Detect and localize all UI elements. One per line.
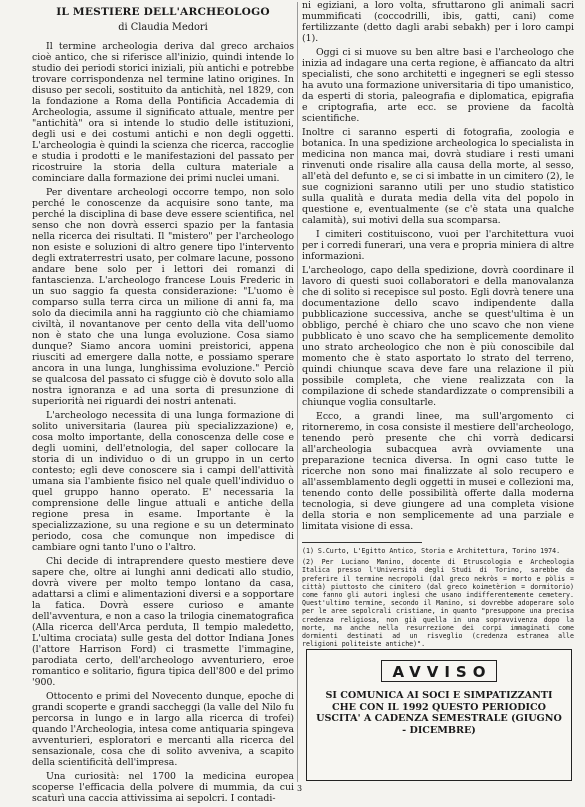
paragraph: ni egiziani, a loro volta, sfruttarono gli animali sacri mummificati (coccodrilli, ibis, gatti, cani) come fertilizzante (detto dagli arabi sebakh) per i loro campi (1). bbox=[302, 0, 574, 44]
paragraph: Ottocento e primi del Novecento dunque, epoche di grandi scoperte e grandi saccheggi (la valle del Nilo fu percorsa in lungo e in largo alla ricerca di trofei) quando l'Archeologia, intesa come antiquaria spingeva avventurieri, esploratori e mercanti alla ricerca del sensazionale, cosa che di solito avveniva, a scapito della scientificità dell'impresa. bbox=[32, 691, 294, 768]
notice-title: AVVISO bbox=[381, 660, 497, 682]
paragraph: L'archeologo, capo della spedizione, dovrà coordinare il lavoro di questi suoi collaboratori e della manovalanza che di solito si recepisce sul posto. Egli dovrà tenere una documentazione dello scavo indipendente dalla pubblicazione successiva, anche se quest'ultima è un obbligo, perché è chiaro che uno scavo che non viene pubblicato è uno scavo che ha semplicemente demolito uno strato archeologico che non è più conoscibile dal momento che è stato asportato lo strato del terreno, quindi chiunque scava deve fare una relazione il più possibile completa, che viene realizzata con la compilazione di schede standardizzate o comprensibili a chiunque voglia consultarle. bbox=[302, 265, 574, 408]
paragraph: Una curiosità: nel 1700 la medicina europea scoperse l'efficacia della polvere di mummia, da cui scaturì una caccia attivissima ai sepolcri. I contadi- bbox=[32, 771, 294, 804]
footnote: (1) S.Curto, L'Egitto Antico, Storia e Architettura, Torino 1974. bbox=[302, 547, 561, 555]
article-author: di Claudia Medori bbox=[118, 22, 208, 33]
footnote: (2) Per Luciano Manino, docente di Etruscologia e Archeologia Italica presso l'Università degli Studi di Torino, sarebbe da preferire il termine necropoli (dal greco nekròs = morto e pòlis = città) piuttosto che cimitero (dal greco koimetèrion = dormitorio) come fanno gli autori inglesi che usano indifferentemente cemetery. Quest'ultimo termine, secondo il Manino, si dovrebbe adoperare solo per le aree sepolcrali cristiane, in quanto "presuppone una precisa credenza religiosa, non già quella in una sopravvivenza dopo la morte, ma anche nella resurrezione dei corpi immaginati come dormienti destinati ad un risveglio (credenza estranea alle religioni politeiste antiche)". bbox=[302, 558, 574, 649]
paragraph: Ecco, a grandi linee, ma sull'argomento ci ritorneremo, in cosa consiste il mestiere dell'archeologo, tenendo però presente che chi vorrà dedicarsi all'archeologia subacquea avrà ovviamente una preparazione tecnica diversa. In ogni caso tutte le ricerche non sono mai finalizzate al solo recupero e all'assemblamento degli oggetti in musei e collezioni ma, tenendo conto delle possibilità offerte dalla moderna tecnologia, si deve giungere ad una completa visione della storia e non semplicemente ad una parziale e limitata visione di essa. bbox=[302, 411, 574, 532]
page-number: 3 bbox=[297, 784, 303, 793]
paragraph: L'archeologo necessita di una lunga formazione di solito universitaria (laurea più specializzazione) e, cosa molto importante, della conoscenza delle cose e degli uomini, dell'etnologia, del saper collocare la storia di un individuo o di un gruppo in un certo contesto; egli deve conoscere sia i campi dell'attività umana sia l'ambiente fisico nel quale quell'individuo o quel gruppo hanno operato. E' necessaria la comprensione delle lingue attuali e antiche della regione presa in esame. Importante è la specializzazione, su una regione e su un determinato periodo, cosa che comunque non impedisce di cambiare ogni tanto l'uno o l'altro. bbox=[32, 410, 294, 553]
paragraph: Per diventare archeologi occorre tempo, non solo perché le conoscenze da acquisire sono tante, ma perché la disciplina di base deve essere scientifica, nel senso che non dovrà esserci spazio per la fantasia nella ricerca dei risultati. Il "mistero" per l'archeologo non esiste e soluzioni di altro genere tipo l'intervento degli extraterrestri usato, per colmare lacune, possono andare bene solo per i lettori dei romanzi di fantascienza. L'archeologo francese Louis Frederic in un suo saggio fa questa considerazione: "L'uomo è comparso sulla terra circa un milione di anni fa, ma solo da diecimila anni ha raggiunto ciò che chiamiamo civiltà, il novantanove per cento della vita dell'uomo non è stato che una lunga evoluzione. Cosa siamo dunque? Siamo ancora uomini preistorici, appena riusciti ad emergere dalla notte, e possiamo sperare ancora in una lunga, lunghissima evoluzione." Perciò se qualcosa del passato ci sfugge ciò è dovuto solo alla nostra ignoranza e ad una sorta di presunzione di superiorità nei riguardi dei nostri antenati. bbox=[32, 187, 294, 407]
notice-box bbox=[306, 649, 572, 781]
paragraph: I cimiteri costituiscono, vuoi per l'architettura vuoi per i corredi funerari, una vera e propria miniera di altre informazioni. bbox=[302, 229, 574, 262]
paragraph: Il termine archeologia deriva dal greco archaios cioè antico, che si riferisce all'inizio, quindi intende lo studio dei periodi storici iniziali, più antichi e potrebbe trovare corrispondenza nel termine latino origines. In disuso per secoli, sostituito da antichità, nel 1829, con la fondazione a Roma della Pontificia Accademia di Archeologia, assume il significato attuale, mentre per "antichità" ora si intende lo studio delle istituzioni, degli usi e dei costumi antichi e non degli oggetti. L'archeologia è quindi la scienza che ricerca, raccoglie e studia i prodotti e le manifestazioni del passato per ricostruire la storia della cultura materiale a cominciare dalla formazione dei primi nuclei umani. bbox=[32, 41, 294, 184]
article-title: IL MESTIERE DELL'ARCHEOLOGO bbox=[56, 6, 270, 18]
right-column bbox=[302, 0, 574, 651]
footnote-rule bbox=[302, 542, 422, 543]
left-column bbox=[32, 0, 294, 807]
notice-text: SI COMUNICA AI SOCI E SIMPATIZZANTI CHE CON IL 1992 QUESTO PERIODICO USCITA' A CADENZA SEMESTRALE (GIUGNO - DICEMBRE) bbox=[316, 690, 562, 736]
paragraph: Inoltre ci saranno esperti di fotografia, zoologia e botanica. In una spedizione archeologica lo specialista in medicina non manca mai, dovrà studiare i resti umani rinvenuti onde risalire alla causa della morte, al sesso, all'età del defunto e, se ci si imbatte in un cimitero (2), le sue cognizioni saranno utili per uno studio statistico sulla qualità e durata media della vita del popolo in questione e, eventualmente (se c'è stata una qualche calamità), sui motivi della sua scomparsa. bbox=[302, 127, 574, 226]
paragraph: Chi decide di intraprendere questo mestiere deve sapere che, oltre ai lunghi anni dedicati allo studio, dovrà vivere per molto tempo lontano da casa, adattarsi a climi e alimentazioni diversi e a sopportare la fatica. Dovrà essere curioso e amante dell'avventura, e non a caso la trilogia cinematografica (Alla ricerca dell'Arca perduta, Il tempio maledetto, L'ultima crociata) sulle gesta del dottor Indiana Jones (l'attore Harrison Ford) ci trasmette l'immagine, parodiata certo, dell'archeologo avventuriero, eroe romantico e solitario, figura tipica dell'800 e del primo '900. bbox=[32, 556, 294, 688]
column-divider bbox=[297, 2, 298, 782]
paragraph: Oggi ci si muove su ben altre basi e l'archeologo che inizia ad indagare una certa regione, è affiancato da altri specialisti, che sono architetti e ingegneri se egli stesso ha avuto una formazione universitaria di tipo umanistico, da esperti di storia, paleografia e diplomatica, epigrafia e criptografia, arte ecc. se proviene da facoltà scientifiche. bbox=[302, 47, 574, 124]
